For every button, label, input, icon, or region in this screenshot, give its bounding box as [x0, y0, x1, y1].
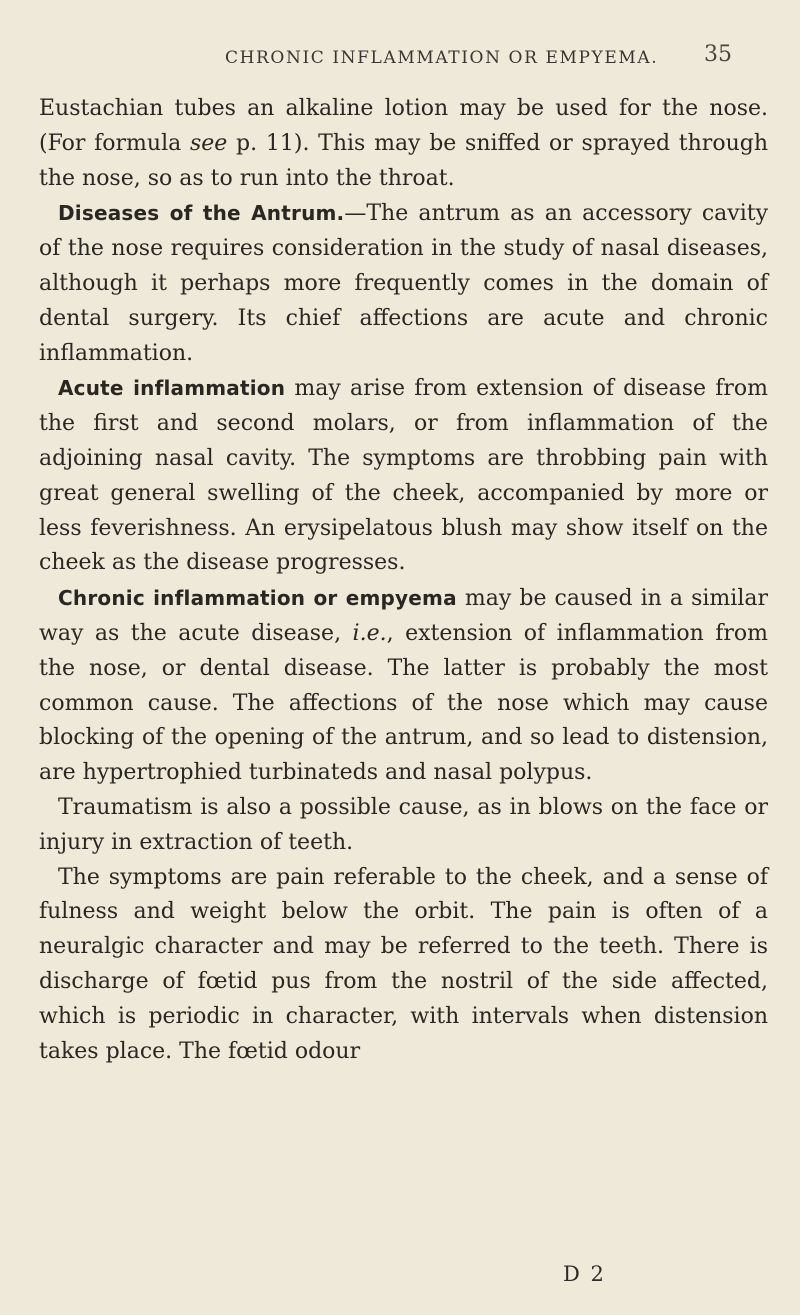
- text-run: , extension of inflammation from the nose, or dental disease. The latter is probably the most common cause. The affections of the nose which may cause blocking of the opening of the antrum, and so lead to distension, are hypertrophied turbinateds and nasal polypus.: [39, 620, 768, 786]
- text-run: p. 11). This may be sniffed or sprayed through the nose, so as to run into the throat.: [39, 130, 768, 191]
- section-heading: Acute inflammation: [58, 376, 286, 401]
- section-heading: Chronic inflammation or empyema: [58, 586, 457, 611]
- italic-run: see: [189, 130, 228, 156]
- italic-run: i.e.: [352, 620, 387, 646]
- text-run: —The antrum as an accessory cavity of the nose requires consideration in the study of nasal diseases, although it perhaps more frequently comes in the domain of dental surgery. Its chief affections are acute and chronic inflammation.: [39, 201, 769, 366]
- page-number: 35: [704, 42, 732, 67]
- body-text: [39, 92, 768, 1069]
- section-heading: Diseases of the Antrum.: [58, 201, 345, 226]
- paragraph-chronic-inflammation: [39, 581, 768, 791]
- paragraph-symptoms: [39, 861, 768, 1070]
- paragraph-diseases-antrum: [39, 196, 768, 371]
- text-run: The symptoms are pain referable to the cheek, and a sense of fulness and weight below the orbit. The pain is often of a neuralgic character and may be referred to the teeth. There is discharge of fœtid pus from the nostril of the side affected, which is periodic in character, with intervals when distension takes place. The fœtid odour: [39, 864, 768, 1064]
- text-run: Eustachian tubes an alkaline lotion may be used for the nose. (For formula: [39, 96, 768, 156]
- text-run: may arise from extension of disease from the first and second molars, or from inflammation of the adjoining nasal cavity. The symptoms are throbbing pain with great general swelling of the cheek, accompanied by more or less feverishness. An erysipelatous blush may show itself on the cheek as the disease progresses.: [39, 376, 768, 576]
- paragraph-eustachian: [39, 92, 768, 196]
- text-run: may be caused in a similar way as the acute disease,: [39, 586, 768, 646]
- paragraph-traumatism: [39, 791, 768, 861]
- signature-mark: D 2: [563, 1262, 606, 1286]
- running-title: CHRONIC INFLAMMATION OR EMPYEMA.: [225, 48, 659, 68]
- paragraph-acute-inflammation: [39, 371, 768, 581]
- text-run: Traumatism is also a possible cause, as in blows on the face or injury in extraction of teeth.: [39, 794, 768, 855]
